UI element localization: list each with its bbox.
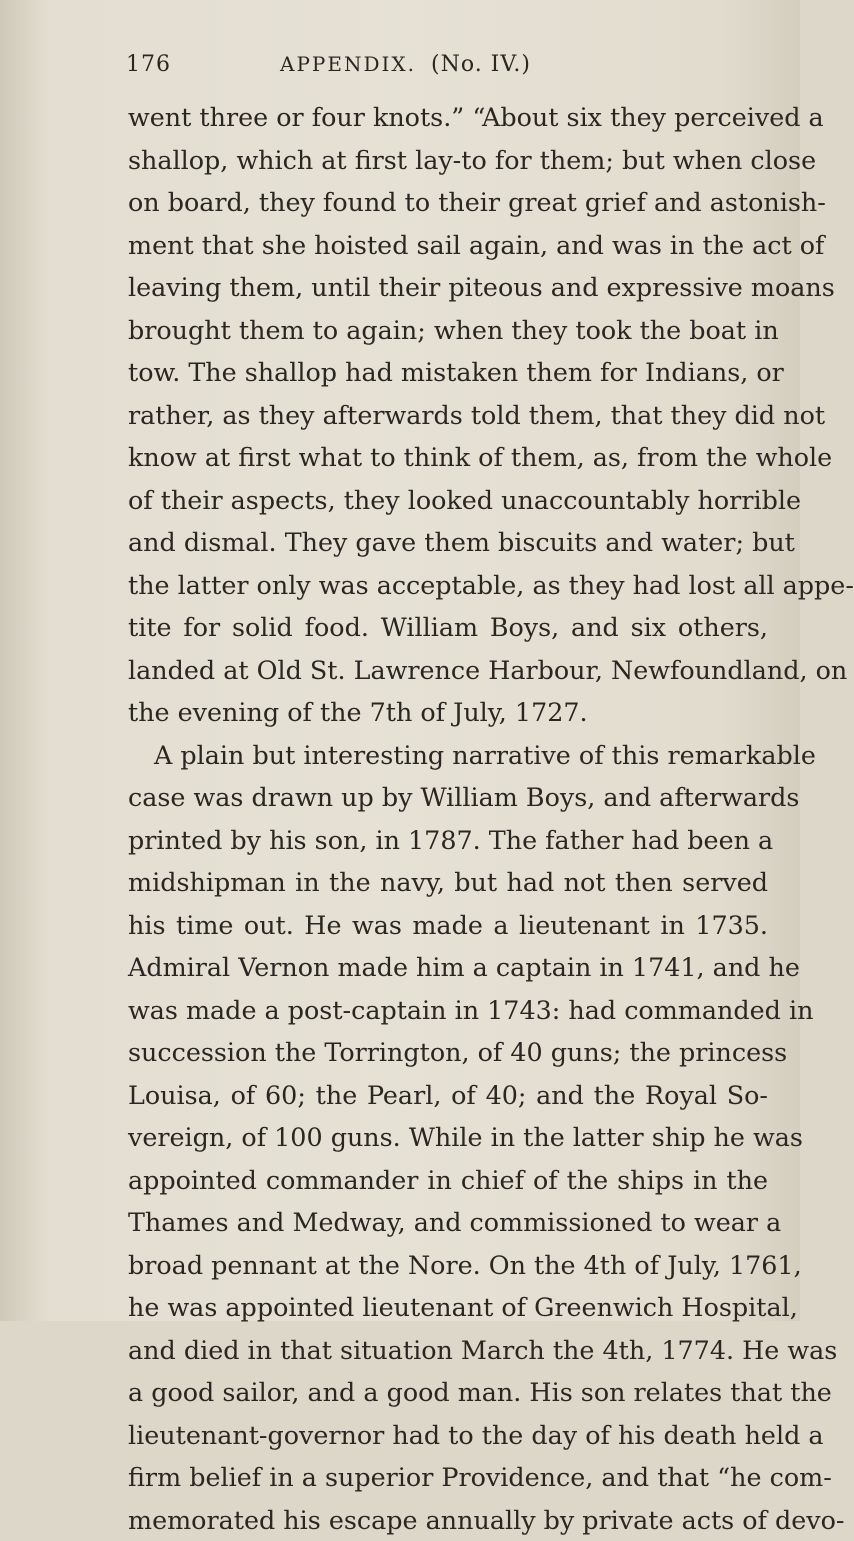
text-line: his time out. He was made a lieutenant in 1735. [128,904,768,947]
text-line: midshipman in the navy, but had not then served [128,861,768,904]
text-line: know at first what to think of them, as, from the whole [128,436,768,479]
text-line: rather, as they afterwards told them, that they did not [128,394,768,437]
body-text [128,96,768,1541]
text-line: tite for solid food. William Boys, and six others, [128,606,768,649]
text-line: Admiral Vernon made him a captain in 1741, and he [128,946,768,989]
text-line: on board, they found to their great grief and astonish- [128,181,768,224]
running-title: APPENDIX. [280,52,416,76]
text-line: the latter only was acceptable, as they had lost all appe- [128,564,768,607]
page-number: 176 [126,52,171,77]
text-line: and dismal. They gave them biscuits and water; but [128,521,768,564]
text-line: appointed commander in chief of the ships in the [128,1159,768,1202]
text-line: landed at Old St. Lawrence Harbour, Newfoundland, on [128,649,768,692]
text-line: was made a post-captain in 1743: had commanded in [128,989,768,1032]
text-line: ment that she hoisted sail again, and was in the act of [128,224,768,267]
text-line: broad pennant at the Nore. On the 4th of July, 1761, [128,1244,768,1287]
text-line: tow. The shallop had mistaken them for Indians, or [128,351,768,394]
appendix-number: (No. IV.) [431,52,531,77]
text-line: a good sailor, and a good man. His son relates that the [128,1371,768,1414]
text-line: succession the Torrington, of 40 guns; the princess [128,1031,768,1074]
text-line: A plain but interesting narrative of this remarkable [128,734,768,777]
text-line: firm belief in a superior Providence, and that “he com- [128,1456,768,1499]
text-line: vereign, of 100 guns. While in the latter ship he was [128,1116,768,1159]
text-line: memorated his escape annually by private acts of devo- [128,1499,768,1541]
text-line: shallop, which at first lay-to for them; but when close [128,139,768,182]
paragraph-2 [128,734,768,1541]
paragraph-1 [128,96,768,734]
text-line: the evening of the 7th of July, 1727. [128,691,768,734]
page-header [108,52,748,92]
text-line: brought them to again; when they took the boat in [128,309,768,352]
text-line: Thames and Medway, and commissioned to wear a [128,1201,768,1244]
text-line: lieutenant-governor had to the day of his death held a [128,1414,768,1457]
text-line: he was appointed lieutenant of Greenwich Hospital, [128,1286,768,1329]
text-line: and died in that situation March the 4th, 1774. He was [128,1329,768,1372]
text-line: went three or four knots.” “About six they perceived a [128,96,768,139]
text-line: printed by his son, in 1787. The father had been a [128,819,768,862]
text-line: leaving them, until their piteous and expressive moans [128,266,768,309]
text-line: of their aspects, they looked unaccountably horrible [128,479,768,522]
text-line: case was drawn up by William Boys, and afterwards [128,776,768,819]
text-line: Louisa, of 60; the Pearl, of 40; and the Royal So- [128,1074,768,1117]
